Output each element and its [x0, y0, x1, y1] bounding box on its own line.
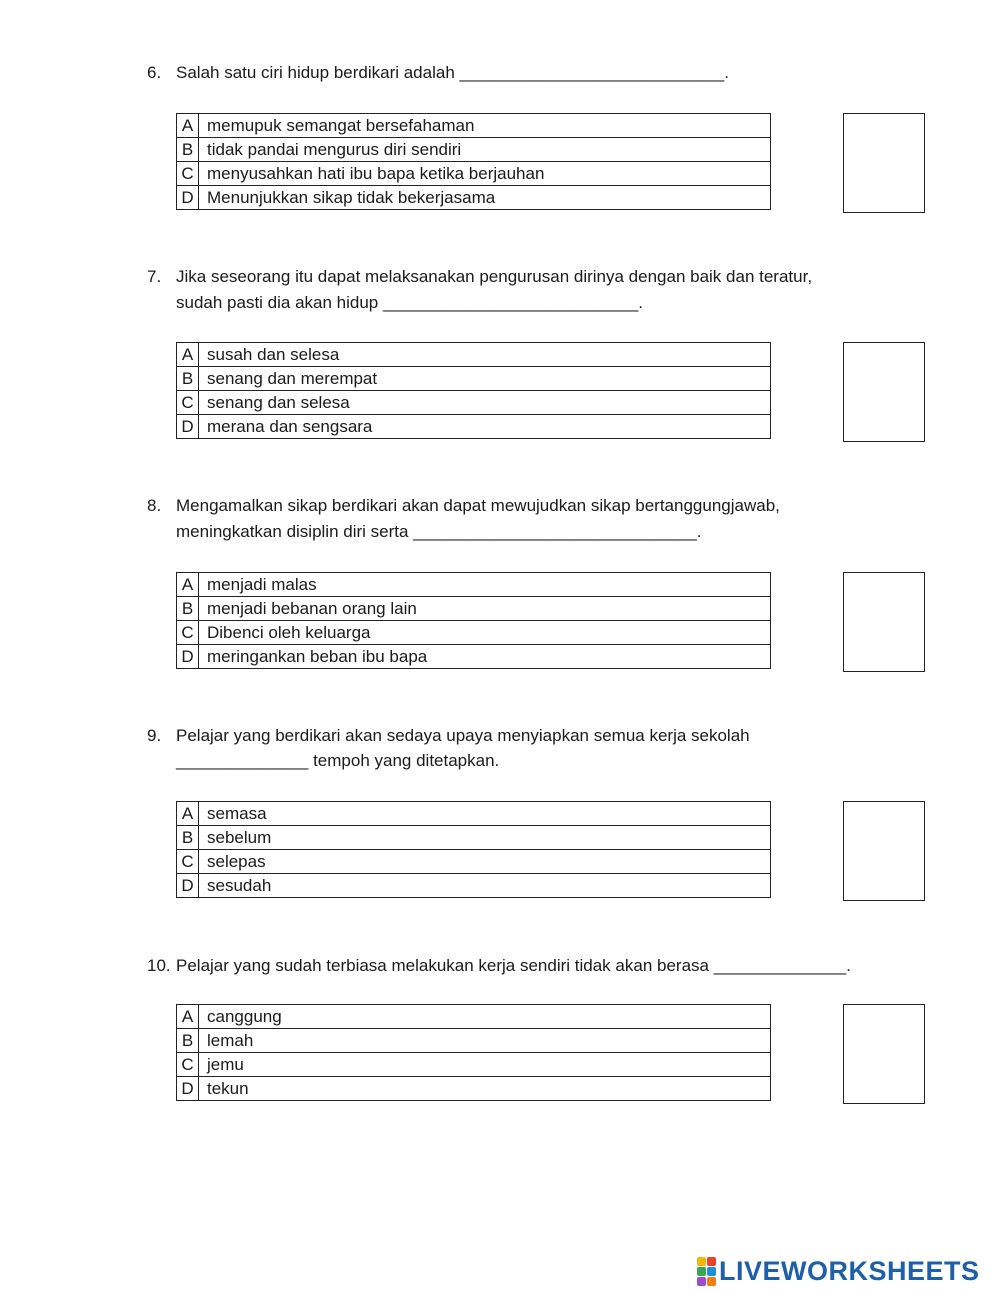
- option-row[interactable]: [177, 802, 771, 826]
- question-10-options: [176, 1004, 771, 1101]
- option-letter: B: [177, 367, 199, 391]
- question-9-line2: ______________ tempoh yang ditetapkan.: [176, 751, 500, 770]
- option-row[interactable]: [177, 874, 771, 898]
- question-8-line1: Mengamalkan sikap berdikari akan dapat mewujudkan sikap bertanggungjawab,: [176, 496, 780, 515]
- question-7-line1: Jika seseorang itu dapat melaksanakan pengurusan dirinya dengan baik dan teratur,: [176, 267, 813, 286]
- option-letter: B: [177, 826, 199, 850]
- option-row[interactable]: [177, 186, 771, 210]
- option-row[interactable]: [177, 367, 771, 391]
- option-text: sesudah: [199, 874, 771, 898]
- option-text: sebelum: [199, 826, 771, 850]
- option-row[interactable]: [177, 645, 771, 669]
- liveworksheets-logo-icon: [697, 1257, 716, 1286]
- option-row[interactable]: [177, 343, 771, 367]
- option-text: selepas: [199, 850, 771, 874]
- option-row[interactable]: [177, 1029, 771, 1053]
- answer-box-6[interactable]: [843, 113, 925, 213]
- question-7-text: [147, 266, 812, 288]
- option-letter: C: [177, 850, 199, 874]
- option-text: lemah: [199, 1029, 771, 1053]
- question-8-text: [147, 495, 780, 517]
- question-8-line2: meningkatkan disiplin diri serta ______________________________.: [176, 522, 702, 541]
- option-text: Dibenci oleh keluarga: [199, 621, 771, 645]
- option-text: jemu: [199, 1053, 771, 1077]
- option-text: memupuk semangat bersefahaman: [199, 114, 771, 138]
- option-row[interactable]: [177, 826, 771, 850]
- question-6-text: [147, 62, 729, 84]
- option-text: Menunjukkan sikap tidak bekerjasama: [199, 186, 771, 210]
- question-6-number: 6.: [147, 63, 162, 82]
- question-10-line1: Pelajar yang sudah terbiasa melakukan kerja sendiri tidak akan berasa ______________.: [176, 956, 851, 975]
- option-letter: D: [177, 874, 199, 898]
- option-text: senang dan selesa: [199, 391, 771, 415]
- option-letter: A: [177, 573, 199, 597]
- answer-box-8[interactable]: [843, 572, 925, 672]
- option-text: menjadi bebanan orang lain: [199, 597, 771, 621]
- question-7-options: [176, 342, 771, 439]
- option-letter: D: [177, 645, 199, 669]
- question-7-number: 7.: [147, 267, 162, 286]
- logo-text: LIVEWORKSHEETS: [719, 1255, 980, 1286]
- option-row[interactable]: [177, 138, 771, 162]
- question-9-number: 9.: [147, 726, 162, 745]
- question-9-text: [147, 725, 750, 747]
- option-letter: A: [177, 343, 199, 367]
- option-row[interactable]: [177, 1005, 771, 1029]
- answer-box-10[interactable]: [843, 1004, 925, 1104]
- option-letter: C: [177, 162, 199, 186]
- option-letter: D: [177, 1077, 199, 1101]
- option-row[interactable]: [177, 415, 771, 439]
- option-row[interactable]: [177, 597, 771, 621]
- option-text: semasa: [199, 802, 771, 826]
- option-row[interactable]: [177, 573, 771, 597]
- option-text: merana dan sengsara: [199, 415, 771, 439]
- option-row[interactable]: [177, 1077, 771, 1101]
- question-6-line1: Salah satu ciri hidup berdikari adalah ____________________________.: [176, 63, 729, 82]
- question-8-number: 8.: [147, 496, 162, 515]
- option-letter: B: [177, 1029, 199, 1053]
- option-row[interactable]: [177, 391, 771, 415]
- answer-box-7[interactable]: [843, 342, 925, 442]
- option-text: canggung: [199, 1005, 771, 1029]
- liveworksheets-logo: [697, 1256, 980, 1286]
- option-letter: A: [177, 1005, 199, 1029]
- option-letter: C: [177, 1053, 199, 1077]
- option-letter: A: [177, 802, 199, 826]
- option-row[interactable]: [177, 850, 771, 874]
- answer-box-9[interactable]: [843, 801, 925, 901]
- option-letter: D: [177, 186, 199, 210]
- option-text: senang dan merempat: [199, 367, 771, 391]
- question-10-number: 10.: [147, 956, 171, 975]
- option-row[interactable]: [177, 162, 771, 186]
- option-row[interactable]: [177, 114, 771, 138]
- option-letter: A: [177, 114, 199, 138]
- option-letter: B: [177, 138, 199, 162]
- option-text: menyusahkan hati ibu bapa ketika berjauhan: [199, 162, 771, 186]
- question-9-options: [176, 801, 771, 898]
- option-letter: D: [177, 415, 199, 439]
- question-6-options: [176, 113, 771, 210]
- option-row[interactable]: [177, 621, 771, 645]
- option-row[interactable]: [177, 1053, 771, 1077]
- option-text: menjadi malas: [199, 573, 771, 597]
- question-10-text: [147, 955, 851, 977]
- option-text: tekun: [199, 1077, 771, 1101]
- option-letter: C: [177, 391, 199, 415]
- question-7-line2: sudah pasti dia akan hidup ___________________________.: [176, 293, 643, 312]
- question-9-line1: Pelajar yang berdikari akan sedaya upaya menyiapkan semua kerja sekolah: [176, 726, 750, 745]
- option-letter: C: [177, 621, 199, 645]
- option-text: susah dan selesa: [199, 343, 771, 367]
- question-8-options: [176, 572, 771, 669]
- option-text: meringankan beban ibu bapa: [199, 645, 771, 669]
- option-text: tidak pandai mengurus diri sendiri: [199, 138, 771, 162]
- option-letter: B: [177, 597, 199, 621]
